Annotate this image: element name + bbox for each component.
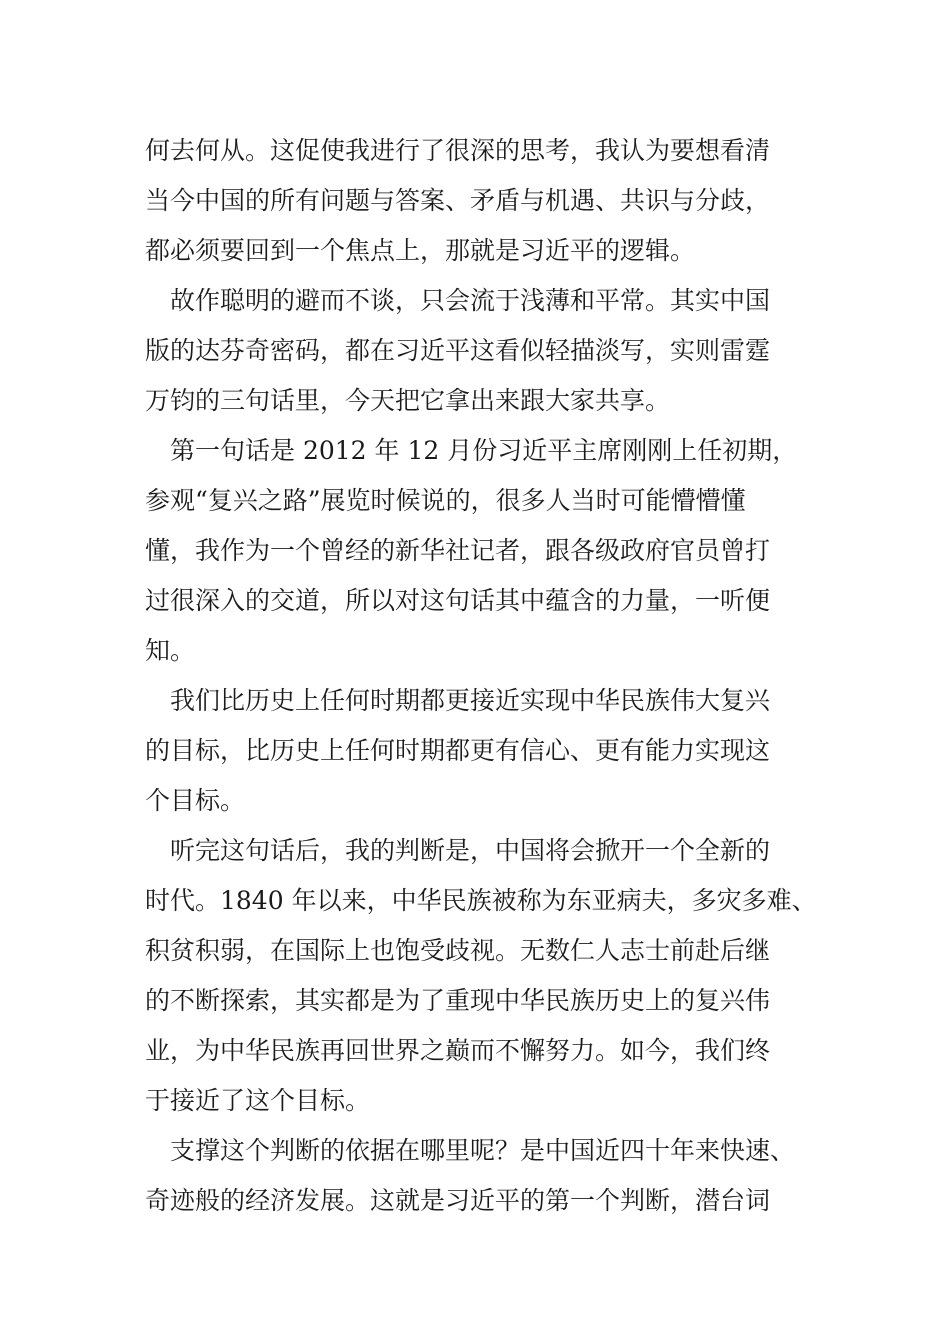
text-line: 奇迹般的经济发展。这就是习近平的第一个判断，潜台词 bbox=[145, 1186, 771, 1215]
text-line: 支撑这个判断的依据在哪里呢？是中国近四十年来快速、 bbox=[145, 1136, 796, 1165]
text-line: 业，为中华民族再回世界之巅而不懈努力。如今，我们终 bbox=[145, 1036, 771, 1065]
text-line: 第一句话是 2012 年 12 月份习近平主席刚刚上任初期， bbox=[145, 436, 798, 465]
text-line: 知。 bbox=[145, 636, 196, 665]
text-line: 积贫积弱，在国际上也饱受歧视。无数仁人志士前赴后继 bbox=[145, 936, 771, 965]
text-line: 懂，我作为一个曾经的新华社记者，跟各级政府官员曾打 bbox=[145, 536, 771, 565]
text-line: 版的达芬奇密码，都在习近平这看似轻描淡写，实则雷霆 bbox=[145, 336, 771, 365]
text-line: 的目标，比历史上任何时期都更有信心、更有能力实现这 bbox=[145, 736, 771, 765]
text-line: 何去何从。这促使我进行了很深的思考，我认为要想看清 bbox=[145, 136, 771, 165]
text-line: 的不断探索，其实都是为了重现中华民族历史上的复兴伟 bbox=[145, 986, 771, 1015]
text-line: 都必须要回到一个焦点上，那就是习近平的逻辑。 bbox=[145, 236, 696, 265]
text-line: 故作聪明的避而不谈，只会流于浅薄和平常。其实中国 bbox=[145, 286, 771, 315]
text-line: 当今中国的所有问题与答案、矛盾与机遇、共识与分歧， bbox=[145, 186, 771, 215]
text-line: 参观“复兴之路”展览时候说的，很多人当时可能懵懵懂 bbox=[145, 486, 746, 515]
text-line: 万钧的三句话里，今天把它拿出来跟大家共享。 bbox=[145, 386, 671, 415]
text-line: 过很深入的交道，所以对这句话其中蕴含的力量，一听便 bbox=[145, 586, 771, 615]
text-line: 时代。1840 年以来，中华民族被称为东亚病夫，多灾多难、 bbox=[145, 886, 817, 915]
text-line: 于接近了这个目标。 bbox=[145, 1086, 371, 1115]
text-line: 我们比历史上任何时期都更接近实现中华民族伟大复兴 bbox=[145, 686, 771, 715]
text-line: 个目标。 bbox=[145, 786, 246, 815]
text-line: 听完这句话后，我的判断是，中国将会掀开一个全新的 bbox=[145, 836, 771, 865]
